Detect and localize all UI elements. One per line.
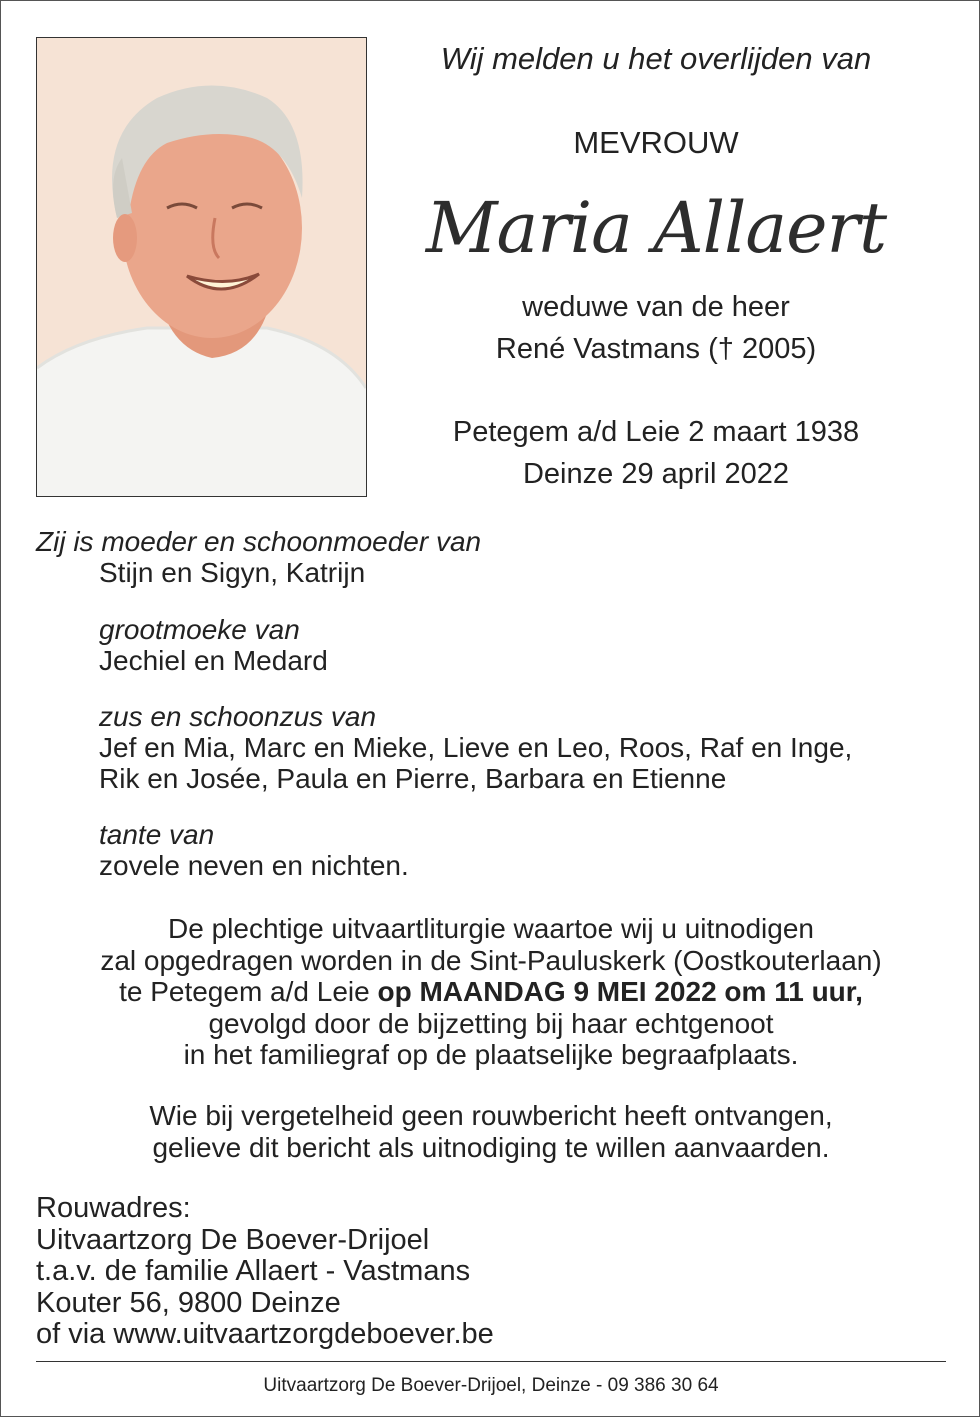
family-label: tante van [99, 819, 215, 850]
ceremony-line [1, 976, 980, 1008]
ceremony-line: De plechtige uitvaartliturgie waartoe wij u uitnodigen [168, 913, 814, 944]
family-label: grootmoeke van [99, 614, 300, 645]
salutation-title: MEVROUW [573, 125, 739, 160]
spouse-name: René Vastmans († 2005) [495, 333, 817, 365]
family-names: Jechiel en Medard [99, 645, 328, 676]
birth-date: Petegem a/d Leie 2 maart 1938 [452, 416, 860, 448]
family-names: Stijn en Sigyn, Katrijn [99, 557, 366, 588]
footer-contact: Uitvaartzorg De Boever-Drijoel, Deinze - 09 386 30 64 [263, 1375, 719, 1396]
deceased-name: Maria Allaert [425, 187, 887, 269]
family-group-children [36, 526, 481, 588]
announcement-intro: Wij melden u het overlijden van [440, 41, 872, 76]
family-names: Jef en Mia, Marc en Mieke, Lieve en Leo, Roos, Raf en Inge, [99, 732, 853, 763]
footer-divider [36, 1361, 946, 1362]
invitation-line: Wie bij vergetelheid geen rouwbericht heeft ontvangen, [149, 1100, 833, 1131]
ceremony-details [1, 913, 980, 1071]
address-line: Kouter 56, 9800 Deinze [36, 1286, 341, 1319]
ceremony-line: gevolgd door de bijzetting bij haar echtgenoot [208, 1007, 774, 1039]
portrait-photo [36, 37, 367, 497]
ceremony-line: in het familiegraf op de plaatselijke begraafplaats. [183, 1039, 799, 1070]
invitation-line: gelieve dit bericht als uitnodiging te willen aanvaarden. [152, 1131, 830, 1163]
address-line: Uitvaartzorg De Boever-Drijoel [36, 1223, 430, 1256]
widow-info [381, 286, 931, 370]
family-group-siblings [99, 701, 852, 794]
ceremony-place: te Petegem a/d Leie [119, 976, 378, 1007]
family-label: Zij is moeder en schoonmoeder van [36, 526, 482, 557]
mourning-address [36, 1193, 494, 1351]
family-label: zus en schoonzus van [99, 701, 377, 732]
ceremony-line: zal opgedragen worden in de Sint-Pauluskerk (Oostkouterlaan) [100, 944, 882, 976]
family-group-nephews [99, 819, 409, 881]
ceremony-datetime: op MAANDAG 9 MEI 2022 om 11 uur, [377, 976, 863, 1007]
family-group-grandchildren [99, 614, 328, 676]
address-line: t.a.v. de familie Allaert - Vastmans [36, 1255, 471, 1287]
portrait-illustration [37, 38, 366, 496]
family-names: zovele neven en nichten. [99, 850, 409, 881]
life-dates [381, 411, 931, 495]
address-website: of via www.uitvaartzorgdeboever.be [36, 1318, 494, 1350]
invitation-note [1, 1100, 980, 1163]
family-names: Rik en Josée, Paula en Pierre, Barbara en Etienne [99, 763, 727, 794]
address-label: Rouwadres: [36, 1192, 191, 1224]
death-date: Deinze 29 april 2022 [522, 458, 789, 490]
widow-line: weduwe van de heer [522, 291, 790, 323]
